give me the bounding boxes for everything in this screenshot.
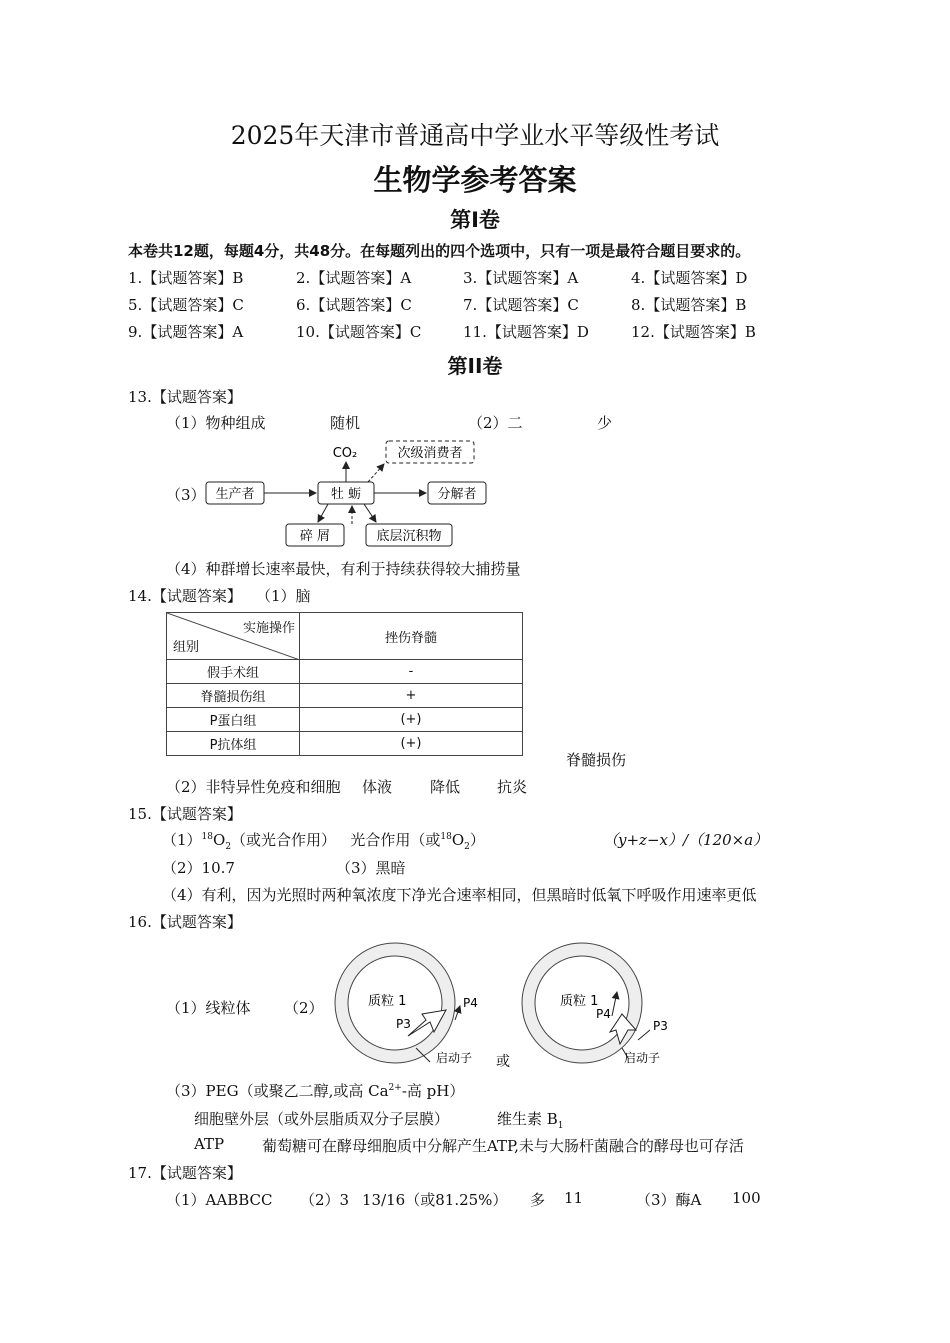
answer-item (463, 267, 578, 288)
answer-num: 11. (463, 323, 487, 341)
answer-label: 【试题答案】 (310, 269, 401, 287)
answer-item (631, 321, 756, 342)
answer-item (296, 267, 411, 288)
answer-item (128, 294, 244, 315)
table-cell-group: P抗体组 (167, 732, 300, 756)
q16-head: 16.【试题答案】 (128, 913, 242, 931)
answer-key-title: 生物学参考答案 (373, 163, 577, 197)
answer-ans: C (409, 323, 422, 341)
answer-num: 1. (128, 269, 143, 287)
answer-num: 3. (463, 269, 478, 287)
part2-heading: 第II卷 (447, 354, 503, 378)
q16-part3e: 葡萄糖可在酵母细胞质中分解产生ATP,未与大肠杆菌融合的酵母也可存活 (262, 1137, 744, 1155)
q16-part3c: 维生素 $B_1$ (497, 1110, 564, 1131)
q16-part3b: 细胞壁外层（或外层脂质双分子层膜） (194, 1110, 450, 1128)
part1-heading: 第I卷 (450, 208, 500, 232)
q14-part2d: 抗炎 (497, 778, 528, 796)
q17-part3: （3）酶A (636, 1191, 702, 1209)
q17-part2c: 多 (530, 1191, 546, 1209)
table-row (167, 660, 523, 684)
answer-num: 2. (296, 269, 311, 287)
q13-part3: （3） (166, 486, 206, 504)
answer-label: 【试题答案】 (654, 323, 745, 341)
q14-part1: （1）脑 (256, 587, 311, 605)
answer-ans: C (232, 296, 244, 314)
q14-table (166, 612, 523, 756)
answer-num: 7. (463, 296, 478, 314)
q17-part2: （2）3 (300, 1191, 350, 1209)
answer-item (128, 267, 243, 288)
answer-ans: C (400, 296, 412, 314)
q15-head: 15.【试题答案】 (128, 805, 242, 823)
table-cell-group: 脊髓损伤组 (167, 684, 300, 708)
table-corner-cell (167, 613, 300, 660)
table-cell-value: - (300, 660, 523, 684)
plasmid-label: 质粒 1 (560, 994, 599, 1009)
answer-ans: A (232, 323, 244, 341)
answer-label: 【试题答案】 (645, 296, 736, 314)
q17-part1: （1）AABBCC (166, 1191, 273, 1209)
answer-num: 10. (296, 323, 320, 341)
table-cell-value: (+) (300, 732, 523, 756)
table-corner-bottom: 组别 (173, 640, 200, 655)
q16-part3: （3）PEG（或聚乙二醇,或高 $Ca^{2+}-$高 pH） (166, 1082, 465, 1100)
promoter-label: 启动子 (436, 1051, 473, 1065)
q13-head: 13.【试题答案】 (128, 388, 242, 406)
p4-label: P4 (463, 996, 478, 1010)
q17-head: 17.【试题答案】 (128, 1164, 242, 1182)
p4-label: P4 (596, 1007, 611, 1021)
q17-part2b: 13/16（或81.25%） (362, 1191, 508, 1209)
table-row (167, 732, 523, 756)
table-corner-top: 实施操作 (242, 621, 295, 636)
answer-label: 【试题答案】 (319, 323, 410, 341)
q15-formula: （y+z−x）/（120×a） (603, 831, 769, 849)
q14-part2: （2）非特异性免疫和细胞 (166, 778, 341, 796)
p3-label: P3 (653, 1019, 668, 1033)
answer-num: 12. (631, 323, 655, 341)
answer-item (631, 294, 746, 315)
plasmid-a (335, 943, 478, 1065)
answer-ans: C (567, 296, 579, 314)
q14-head: 14.【试题答案】 (128, 587, 242, 605)
p3-label: P3 (396, 1017, 411, 1031)
answer-ans: B (744, 323, 756, 341)
food-web-diagram (200, 438, 500, 553)
answer-num: 9. (128, 323, 143, 341)
answer-ans: A (400, 269, 412, 287)
q14-part2b: 体液 (362, 778, 393, 796)
q15-part1: $(1)^{18}O_2$（或光合作用） 光合作用（或$^{18}O_2$） (162, 831, 485, 852)
answer-label: 【试题答案】 (477, 296, 568, 314)
oyster-label: 牡 蛎 (330, 487, 362, 502)
q13-part2b: 少 (597, 414, 613, 432)
sediment-label: 底层沉积物 (376, 529, 442, 544)
answer-item (296, 321, 421, 342)
part1-intro: 本卷共12题，每题4分，共48分。在每题列出的四个选项中，只有一项是最符合题目要求的。 (128, 242, 751, 260)
q15-part3: （3）黑暗 (336, 859, 406, 877)
answer-num: 5. (128, 296, 143, 314)
table-cell-group: 假手术组 (167, 660, 300, 684)
producer-label: 生产者 (215, 487, 255, 502)
answer-label: 【试题答案】 (477, 269, 568, 287)
table-col-header: 挫伤脊髓 (300, 613, 523, 660)
q13-part4: （4）种群增长速率最快，有利于持续获得较大捕捞量 (166, 560, 521, 578)
answer-label: 【试题答案】 (142, 269, 233, 287)
q14-part2c: 降低 (430, 778, 461, 796)
q15-part2: （2）10.7 (162, 859, 235, 877)
answer-label: 【试题答案】 (310, 296, 401, 314)
table-cell-value: + (300, 684, 523, 708)
q16-part2: （2） (284, 999, 324, 1017)
exam-title: 2025年天津市普通高中学业水平等级性考试 (230, 121, 720, 150)
plasmid-b (522, 943, 668, 1065)
or-label: 或 (496, 1054, 510, 1070)
q15-part4: （4）有利，因为光照时两种氧浓度下净光合速率相同，但黑暗时低氧下呼吸作用速率更低 (162, 886, 757, 904)
answer-num: 6. (296, 296, 311, 314)
answer-ans: B (735, 296, 747, 314)
answer-label: 【试题答案】 (142, 296, 233, 314)
answer-item (128, 321, 243, 342)
answer-label: 【试题答案】 (486, 323, 577, 341)
q16-part1: （1）线粒体 (166, 999, 251, 1017)
answer-num: 4. (631, 269, 646, 287)
table-row (167, 708, 523, 732)
q13-part1b: 随机 (330, 414, 361, 432)
co2-label: CO₂ (332, 446, 358, 461)
answer-item (631, 267, 747, 288)
plasmid-label: 质粒 1 (368, 994, 407, 1009)
answer-ans: D (576, 323, 589, 341)
answer-label: 【试题答案】 (142, 323, 233, 341)
promoter-label: 启动子 (624, 1051, 661, 1065)
answer-item (463, 294, 579, 315)
table-row (167, 684, 523, 708)
table-cell-group: P蛋白组 (167, 708, 300, 732)
answer-item (463, 321, 589, 342)
q16-part3d: ATP (194, 1135, 225, 1153)
q17-part2d: 11 (564, 1189, 584, 1207)
q13-part1: （1）物种组成 (166, 414, 266, 432)
answer-label: 【试题答案】 (645, 269, 736, 287)
plasmid-diagrams (320, 940, 700, 1075)
q14-side-note: 脊髓损伤 (566, 751, 627, 769)
debris-label: 碎 屑 (299, 529, 331, 544)
decomposer-label: 分解者 (437, 487, 477, 502)
answer-ans: D (735, 269, 748, 287)
answer-ans: B (232, 269, 244, 287)
answer-item (296, 294, 412, 315)
table-cell-value: (+) (300, 708, 523, 732)
answer-ans: A (567, 269, 579, 287)
q17-part3b: 100 (732, 1189, 761, 1207)
q13-part2: （2）二 (468, 414, 523, 432)
secondary-consumer-label: 次级消费者 (397, 446, 463, 461)
answer-num: 8. (631, 296, 646, 314)
